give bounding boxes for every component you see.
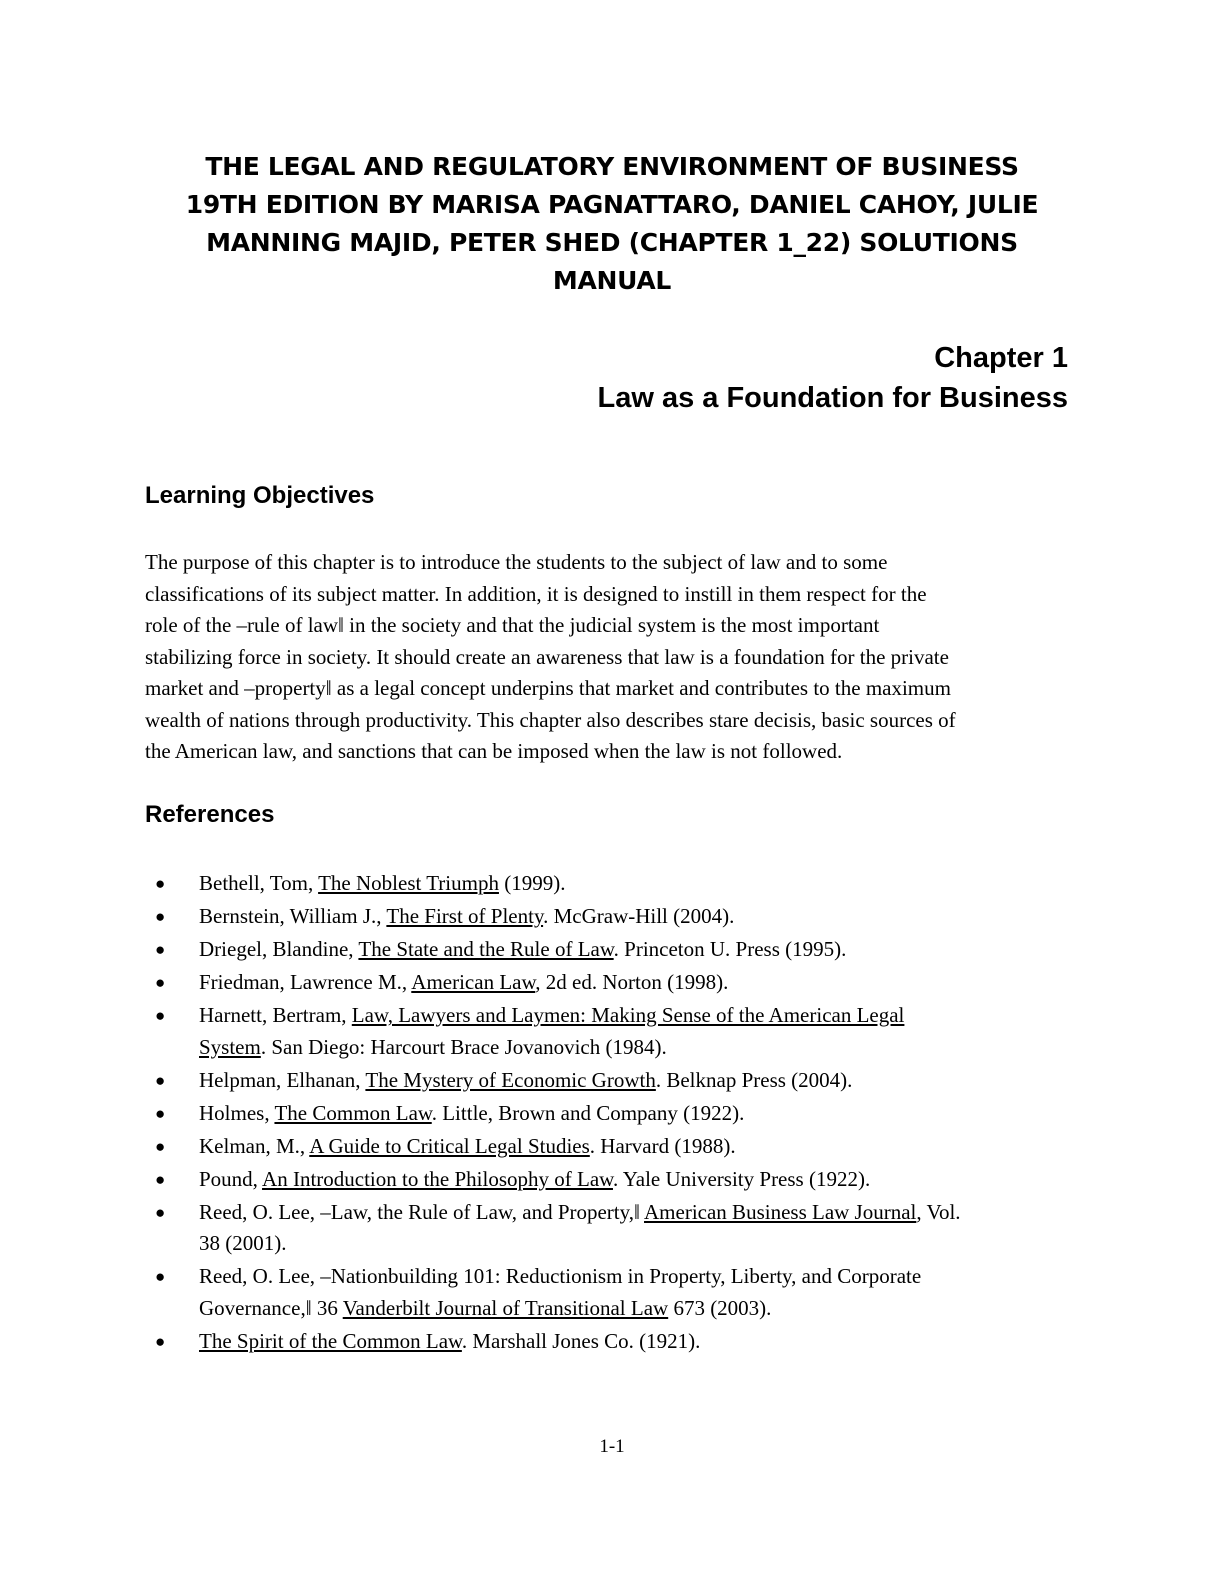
reference-text: Holmes, — [199, 1100, 275, 1125]
reference-text: Governance,‖ 36 — [199, 1295, 343, 1320]
document-title — [130, 148, 1094, 300]
bullet-icon: ● — [155, 874, 166, 893]
reference-text: Friedman, Lawrence M., — [199, 970, 412, 994]
reference-line — [199, 967, 1085, 999]
reference-item — [145, 1098, 1085, 1130]
reference-line — [199, 1000, 1085, 1032]
reference-work-title: The Noblest Triumph — [318, 871, 499, 895]
reference-item — [145, 868, 1085, 900]
bullet-icon: ● — [155, 1103, 166, 1123]
reference-work-title: An Introduction to the Philosophy of Law — [262, 1166, 613, 1191]
reference-text: , 2d ed. Norton (1998). — [535, 970, 729, 994]
reference-line — [199, 1326, 1085, 1358]
reference-text: Bernstein, William J., — [199, 904, 387, 928]
reference-text: . Belknap Press (2004). — [655, 1067, 853, 1092]
reference-line — [199, 1228, 1085, 1260]
bullet-icon: ● — [155, 1006, 166, 1025]
bullet-icon: ● — [155, 940, 166, 959]
paragraph-line: market and –property‖ as a legal concept underpins that market and contributes to the maximum — [145, 676, 951, 700]
reference-line — [199, 934, 1085, 966]
title-line: MANUAL — [552, 266, 672, 295]
reference-line — [199, 1164, 1085, 1196]
reference-text: . Marshall Jones Co. (1921). — [461, 1328, 701, 1353]
bullet-icon: ● — [155, 1169, 166, 1189]
bullet-icon: ● — [155, 1136, 166, 1156]
reference-line — [199, 1261, 1085, 1293]
reference-text: 38 (2001). — [199, 1231, 287, 1255]
title-line: THE LEGAL AND REGULATORY ENVIRONMENT OF BUSINESS — [205, 152, 1019, 181]
chapter-heading — [597, 338, 1068, 418]
reference-work-title: System — [199, 1034, 261, 1059]
reference-text: Driegel, Blandine, — [199, 937, 359, 961]
bullet-icon: ● — [155, 1267, 166, 1286]
reference-work-title: Vanderbilt Journal of Transitional Law — [342, 1295, 669, 1320]
reference-text: Pound, — [199, 1166, 263, 1191]
reference-work-title: Law, Lawyers and Laymen: Making Sense of the American Legal — [351, 1003, 905, 1027]
reference-work-title: American Business Law Journal — [644, 1199, 917, 1224]
reference-item — [145, 1065, 1085, 1097]
title-line: 19TH EDITION BY MARISA PAGNATTARO, DANIEL CAHOY, JULIE — [185, 190, 1039, 219]
reference-text: . Harvard (1988). — [589, 1133, 736, 1158]
paragraph-line: wealth of nations through productivity. This chapter also describes stare decisis, basic sources of — [145, 707, 956, 732]
reference-text: (1999). — [498, 871, 566, 895]
references-list — [145, 868, 1085, 1359]
reference-text: Harnett, Bertram, — [199, 1003, 352, 1027]
reference-text: . Princeton U. Press (1995). — [613, 937, 847, 961]
paragraph-line: role of the –rule of law‖ in the society and that the judicial system is the most important — [145, 613, 880, 637]
reference-text: . Little, Brown and Company (1922). — [431, 1100, 745, 1125]
reference-work-title: The Spirit of the Common Law — [199, 1328, 462, 1353]
reference-work-title: The Common Law — [274, 1100, 432, 1125]
reference-line — [199, 1098, 1085, 1130]
reference-item — [145, 1326, 1085, 1358]
reference-line — [199, 1197, 1085, 1229]
chapter-number: Chapter 1 — [934, 342, 1068, 374]
reference-text: . McGraw-Hill (2004). — [543, 904, 735, 928]
reference-item — [145, 1261, 1085, 1324]
reference-item — [145, 934, 1085, 966]
reference-item — [145, 1164, 1085, 1196]
reference-work-title: The First of Plenty — [386, 904, 544, 928]
title-line: MANNING MAJID, PETER SHED (CHAPTER 1_22) SOLUTIONS — [206, 228, 1018, 257]
paragraph-line: classifications of its subject matter. In addition, it is designed to instill in them respect for the — [145, 581, 927, 606]
reference-work-title: The Mystery of Economic Growth — [365, 1067, 656, 1092]
paragraph-line: The purpose of this chapter is to introduce the students to the subject of law and to some — [145, 550, 888, 574]
bullet-icon: ● — [155, 907, 166, 926]
references-heading: References — [145, 801, 275, 828]
reference-work-title: American Law — [411, 970, 536, 994]
reference-text: . Yale University Press (1922). — [612, 1166, 871, 1191]
reference-item — [145, 967, 1085, 999]
learning-objectives-paragraph — [145, 547, 1080, 768]
reference-item — [145, 1197, 1085, 1260]
reference-line — [199, 868, 1085, 900]
reference-line — [199, 1032, 1085, 1064]
reference-line — [199, 901, 1085, 933]
reference-text: Kelman, M., — [199, 1133, 310, 1158]
paragraph-line: stabilizing force in society. It should create an awareness that law is a foundation for the private — [145, 644, 949, 669]
reference-item — [145, 901, 1085, 933]
reference-text: Reed, O. Lee, –Nationbuilding 101: Reductionism in Property, Liberty, and Corporate — [199, 1264, 922, 1288]
reference-line — [199, 1293, 1085, 1325]
reference-item — [145, 1131, 1085, 1163]
reference-text: Reed, O. Lee, –Law, the Rule of Law, and Property,‖ — [199, 1199, 645, 1224]
page-number: 1-1 — [599, 1436, 625, 1457]
bullet-icon: ● — [155, 1202, 166, 1222]
reference-work-title: A Guide to Critical Legal Studies — [309, 1133, 590, 1158]
reference-text: Bethell, Tom, — [199, 871, 319, 895]
bullet-icon: ● — [155, 1331, 166, 1351]
reference-text: Helpman, Elhanan, — [199, 1067, 366, 1092]
reference-line — [199, 1131, 1085, 1163]
chapter-title: Law as a Foundation for Business — [597, 382, 1068, 414]
reference-text: 673 (2003). — [668, 1295, 772, 1320]
reference-item — [145, 1000, 1085, 1063]
reference-text: . San Diego: Harcourt Brace Jovanovich (1984). — [260, 1034, 667, 1059]
bullet-icon: ● — [155, 1070, 166, 1090]
paragraph-line: the American law, and sanctions that can be imposed when the law is not followed. — [145, 739, 843, 763]
bullet-icon: ● — [155, 973, 166, 992]
reference-line — [199, 1065, 1085, 1097]
reference-text: , Vol. — [916, 1199, 961, 1224]
learning-objectives-heading: Learning Objectives — [145, 482, 375, 509]
reference-work-title: The State and the Rule of Law — [358, 937, 614, 961]
